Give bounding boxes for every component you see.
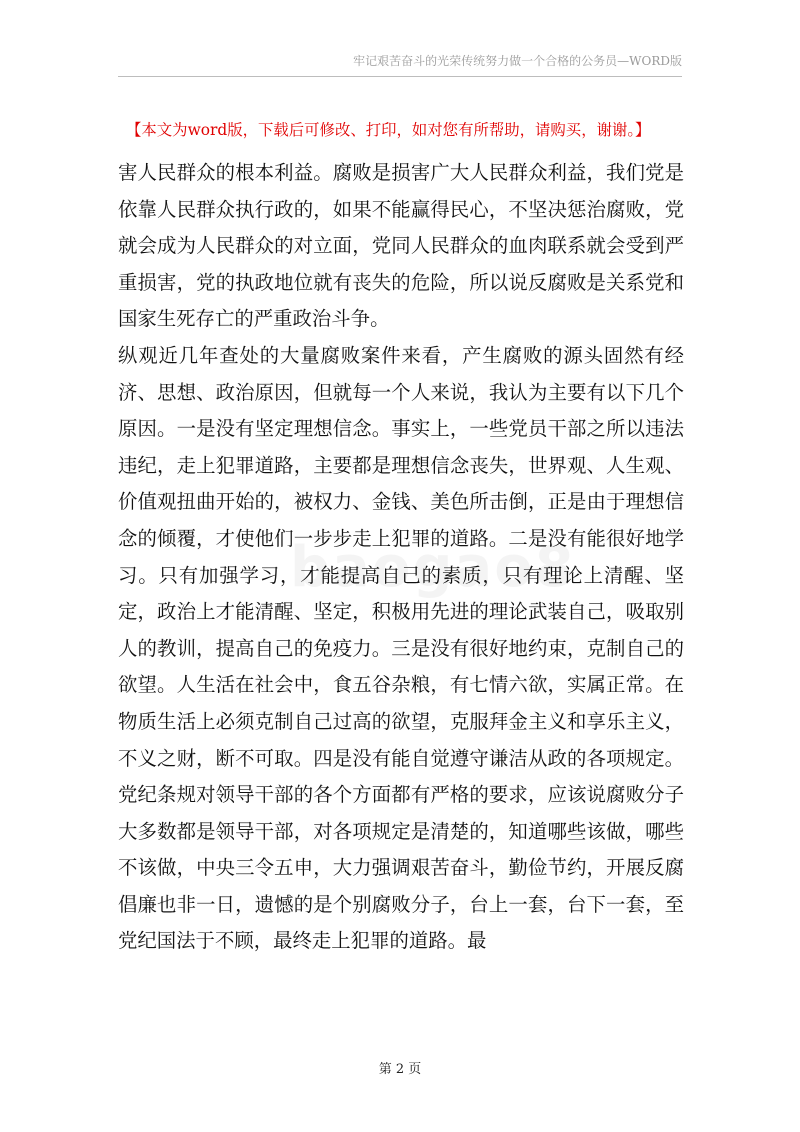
paragraph: 纵观近几年查处的大量腐败案件来看，产生腐败的源头固然有经济、思想、政治原因，但就每一个人来说，我认为主要有以下几个原因。一是没有坚定理想信念。事实上，一些党员干部之所以违法违纪，走上犯罪道路，主要都是理想信念丧失，世界观、人生观、价值观扭曲开始的，被权力、金钱、美色所击倒，正是由于理想信念的倾覆，才使他们一步步走上犯罪的道路。二是没有能很好地学习。只有加强学习，才能提高自己的素质，只有理论上清醒、坚定，政治上才能清醒、坚定，积极用先进的理论武装自己，吸取别人的教训，提高自己的免疫力。三是没有很好地约束，克制自己的欲望。人生活在社会中，食五谷杂粮，有七情六欲，实属正常。在物质生活上必须克制自己过高的欲望，克服拜金主义和享乐主义，不义之财，断不可取。四是没有能自觉遵守谦洁从政的各项规定。党纪条规对领导干部的各个方面都有严格的要求，应该说腐败分子大多数都是领导干部，对各项规定是清楚的，知道哪些该做，哪些不该做，中央三令五申，大力强调艰苦奋斗，勤俭节约，开展反腐倡廉也非一日，遗憾的是个别腐败分子，台上一套，台下一套，至党纪国法于不顾，最终走上犯罪的道路。最 (118, 343, 684, 953)
purchase-notice: 【本文为word版，下载后可修改、打印，如对您有所帮助，请购买，谢谢。】 (126, 121, 651, 139)
document-body (118, 155, 684, 960)
page-number: 第 2 页 (378, 1062, 422, 1077)
header-divider (118, 76, 682, 77)
paragraph: 害人民群众的根本利益。腐败是损害广大人民群众利益，我们党是依靠人民群众执行政的，如果不能赢得民心，不坚决惩治腐败，党就会成为人民群众的对立面，党同人民群众的血肉联系就会受到严重损害，党的执政地位就有丧失的危险，所以说反腐败是关系党和国家生死存亡的严重政治斗争。 (118, 161, 684, 331)
page-header-title: 牢记艰苦奋斗的光荣传统努力做一个合格的公务员—WORD版 (353, 54, 682, 68)
